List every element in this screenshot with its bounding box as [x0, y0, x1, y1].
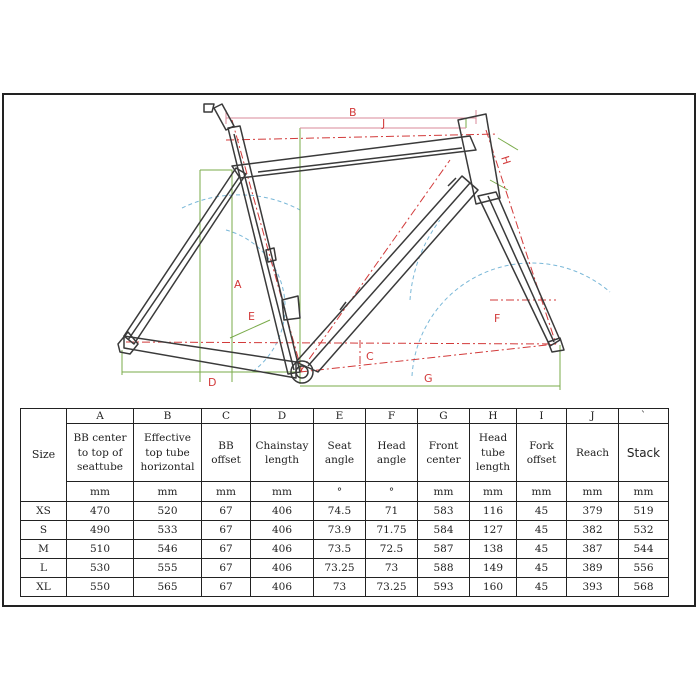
size-cell: XS — [21, 502, 67, 521]
value-cell: 67 — [202, 521, 251, 540]
value-cell: 71 — [366, 502, 418, 521]
col-letter: J — [567, 409, 619, 424]
green-guides — [122, 118, 560, 390]
value-cell: 555 — [134, 559, 202, 578]
value-cell: 490 — [67, 521, 134, 540]
bike-frame — [118, 104, 564, 383]
size-header: Size — [21, 409, 67, 502]
value-cell: 45 — [517, 540, 567, 559]
value-cell: 45 — [517, 578, 567, 597]
value-cell: 127 — [470, 521, 517, 540]
col-header: Front center — [418, 424, 470, 482]
table-row — [21, 502, 669, 521]
value-cell: 546 — [134, 540, 202, 559]
col-letter: A — [67, 409, 134, 424]
col-header: BB offset — [202, 424, 251, 482]
value-cell: 556 — [619, 559, 669, 578]
value-cell: 73.5 — [314, 540, 366, 559]
size-cell: M — [21, 540, 67, 559]
value-cell: 568 — [619, 578, 669, 597]
header-row — [21, 424, 669, 482]
unit-cell: mm — [567, 482, 619, 502]
table-row — [21, 578, 669, 597]
value-cell: 72.5 — [366, 540, 418, 559]
value-cell: 73 — [314, 578, 366, 597]
value-cell: 387 — [567, 540, 619, 559]
label-j: J — [382, 117, 386, 130]
table-row — [21, 559, 669, 578]
value-cell: 510 — [67, 540, 134, 559]
col-header: Stack — [619, 424, 669, 482]
value-cell: 67 — [202, 502, 251, 521]
unit-cell: mm — [517, 482, 567, 502]
value-cell: 470 — [67, 502, 134, 521]
label-b: B — [349, 106, 357, 119]
col-letter: B — [134, 409, 202, 424]
unit-cell: mm — [251, 482, 314, 502]
col-letter: D — [251, 409, 314, 424]
unit-cell: ° — [366, 482, 418, 502]
value-cell: 74.5 — [314, 502, 366, 521]
value-cell: 593 — [418, 578, 470, 597]
letter-row — [21, 409, 669, 424]
unit-cell: ° — [314, 482, 366, 502]
value-cell: 532 — [619, 521, 669, 540]
col-header: Reach — [567, 424, 619, 482]
value-cell: 160 — [470, 578, 517, 597]
col-letter: E — [314, 409, 366, 424]
unit-cell: mm — [619, 482, 669, 502]
label-h: H — [498, 154, 514, 167]
value-cell: 73 — [366, 559, 418, 578]
col-header: Fork offset — [517, 424, 567, 482]
table-row — [21, 521, 669, 540]
value-cell: 73.25 — [366, 578, 418, 597]
col-header: Head tube length — [470, 424, 517, 482]
value-cell: 406 — [251, 521, 314, 540]
col-letter: G — [418, 409, 470, 424]
red-centerlines — [126, 120, 556, 372]
value-cell: 382 — [567, 521, 619, 540]
value-cell: 533 — [134, 521, 202, 540]
value-cell: 565 — [134, 578, 202, 597]
value-cell: 45 — [517, 502, 567, 521]
value-cell: 67 — [202, 578, 251, 597]
col-letter: H — [470, 409, 517, 424]
value-cell: 587 — [418, 540, 470, 559]
label-a: A — [234, 278, 242, 291]
unit-cell: mm — [418, 482, 470, 502]
value-cell: 519 — [619, 502, 669, 521]
size-cell: XL — [21, 578, 67, 597]
label-d: D — [208, 376, 217, 389]
value-cell: 149 — [470, 559, 517, 578]
value-cell: 71.75 — [366, 521, 418, 540]
unit-cell: mm — [134, 482, 202, 502]
col-letter: I — [517, 409, 567, 424]
col-header: Effective top tube horizontal — [134, 424, 202, 482]
value-cell: 583 — [418, 502, 470, 521]
construction-arc — [412, 263, 610, 376]
value-cell: 116 — [470, 502, 517, 521]
label-c: C — [366, 350, 374, 363]
value-cell: 530 — [67, 559, 134, 578]
construction-arc — [410, 220, 440, 300]
value-cell: 550 — [67, 578, 134, 597]
unit-cell: mm — [67, 482, 134, 502]
size-cell: L — [21, 559, 67, 578]
label-e: E — [248, 310, 255, 323]
value-cell: 406 — [251, 559, 314, 578]
value-cell: 588 — [418, 559, 470, 578]
value-cell: 406 — [251, 502, 314, 521]
value-cell: 393 — [567, 578, 619, 597]
label-g: G — [424, 372, 433, 385]
value-cell: 67 — [202, 559, 251, 578]
value-cell: 520 — [134, 502, 202, 521]
label-f: F — [494, 312, 501, 325]
value-cell: 45 — [517, 559, 567, 578]
size-cell: S — [21, 521, 67, 540]
value-cell: 73.25 — [314, 559, 366, 578]
unit-cell: mm — [202, 482, 251, 502]
col-header: Chainstay length — [251, 424, 314, 482]
col-letter: ` — [619, 409, 669, 424]
table-row — [21, 540, 669, 559]
value-cell: 67 — [202, 540, 251, 559]
col-header: Head angle — [366, 424, 418, 482]
col-letter: F — [366, 409, 418, 424]
col-header: BB center to top of seattube — [67, 424, 134, 482]
units-row — [21, 482, 669, 502]
col-letter: C — [202, 409, 251, 424]
value-cell: 379 — [567, 502, 619, 521]
value-cell: 584 — [418, 521, 470, 540]
unit-cell: mm — [470, 482, 517, 502]
value-cell: 389 — [567, 559, 619, 578]
geometry-table — [20, 408, 669, 597]
col-header: Seat angle — [314, 424, 366, 482]
value-cell: 544 — [619, 540, 669, 559]
value-cell: 73.9 — [314, 521, 366, 540]
value-cell: 45 — [517, 521, 567, 540]
value-cell: 406 — [251, 578, 314, 597]
value-cell: 406 — [251, 540, 314, 559]
value-cell: 138 — [470, 540, 517, 559]
